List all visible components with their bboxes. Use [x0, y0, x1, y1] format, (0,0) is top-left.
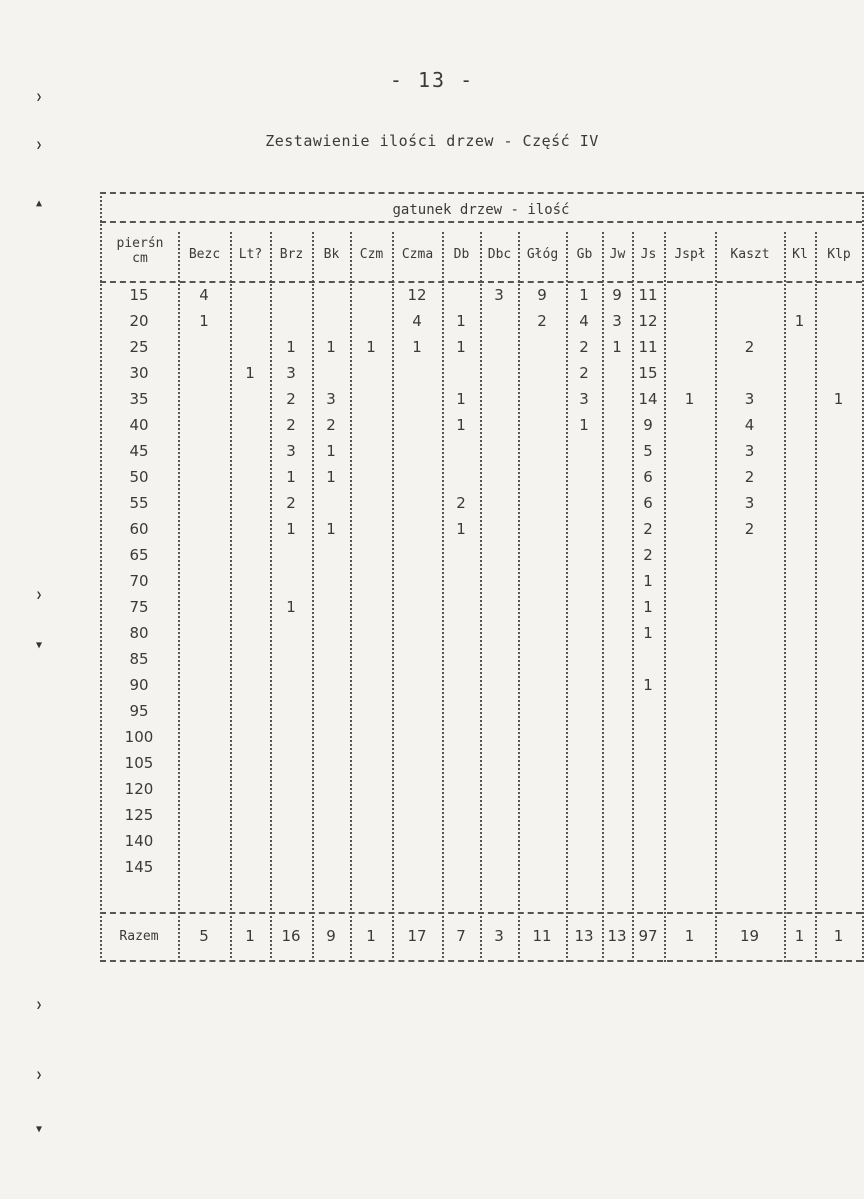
total-cell: 13 — [574, 927, 594, 945]
diameter-cell: 45 — [129, 442, 149, 460]
total-cell: 1 — [366, 927, 376, 945]
margin-mark: ❯ — [36, 590, 43, 601]
count-cell: 2 — [286, 416, 296, 434]
column-separator — [664, 232, 666, 962]
group-header: gatunek drzew - ilość — [392, 202, 570, 218]
total-cell: 3 — [494, 927, 504, 945]
count-cell: 9 — [612, 286, 622, 304]
total-cell: 1 — [684, 927, 695, 945]
count-cell: 1 — [245, 364, 255, 382]
count-cell: 11 — [638, 286, 658, 304]
count-cell: 3 — [744, 390, 755, 408]
diameter-cell: 100 — [124, 728, 154, 746]
count-cell: 1 — [833, 390, 844, 408]
count-cell: 15 — [638, 364, 658, 382]
diameter-cell: 125 — [124, 806, 154, 824]
total-cell: 97 — [638, 927, 658, 945]
species-header: Bezc — [188, 247, 221, 262]
count-cell: 4 — [412, 312, 422, 330]
diameter-cell: 25 — [129, 338, 149, 356]
total-cell: 16 — [281, 927, 301, 945]
count-cell: 1 — [456, 416, 466, 434]
margin-mark: ▲ — [36, 198, 43, 209]
count-cell: 2 — [643, 546, 653, 564]
count-cell: 1 — [326, 520, 336, 538]
count-cell: 2 — [744, 468, 755, 486]
diameter-cell: 15 — [129, 286, 149, 304]
count-cell: 3 — [286, 442, 296, 460]
total-cell: 17 — [407, 927, 427, 945]
species-header: Jspł — [674, 247, 706, 262]
margin-mark: ❯ — [36, 1000, 43, 1011]
species-header: Kaszt — [730, 247, 770, 262]
species-header: Klp — [827, 247, 851, 262]
margin-mark: ❯ — [36, 140, 43, 151]
count-cell: 2 — [286, 390, 296, 408]
count-cell: 12 — [407, 286, 427, 304]
margin-mark: ❯ — [36, 92, 43, 103]
diameter-cell: 70 — [129, 572, 149, 590]
count-cell: 1 — [456, 520, 466, 538]
diameter-cell: 35 — [129, 390, 149, 408]
species-header: Db — [453, 247, 470, 262]
count-cell: 2 — [579, 364, 589, 382]
total-cell: 7 — [456, 927, 466, 945]
count-cell: 3 — [494, 286, 504, 304]
diameter-header-line2: cm — [132, 251, 148, 266]
species-header: Gb — [576, 247, 593, 262]
count-cell: 1 — [794, 312, 805, 330]
count-cell: 5 — [643, 442, 653, 460]
count-cell: 2 — [326, 416, 336, 434]
margin-mark: ▼ — [36, 1124, 43, 1135]
count-cell: 1 — [286, 598, 296, 616]
count-cell: 6 — [643, 494, 653, 512]
diameter-cell: 30 — [129, 364, 149, 382]
count-cell: 1 — [643, 598, 653, 616]
count-cell: 3 — [286, 364, 296, 382]
diameter-cell: 40 — [129, 416, 149, 434]
count-cell: 1 — [612, 338, 622, 356]
margin-mark: ▼ — [36, 640, 43, 651]
count-cell: 14 — [638, 390, 658, 408]
diameter-cell: 120 — [124, 780, 154, 798]
count-cell: 1 — [643, 572, 653, 590]
count-cell: 1 — [412, 338, 422, 356]
count-cell: 2 — [579, 338, 589, 356]
document-title: Zestawienie ilości drzew - Część IV — [265, 132, 599, 150]
column-separator — [230, 232, 232, 962]
count-cell: 1 — [199, 312, 209, 330]
column-separator — [100, 192, 102, 962]
count-cell: 3 — [579, 390, 589, 408]
column-separator — [480, 232, 482, 962]
count-cell: 1 — [456, 312, 466, 330]
diameter-cell: 85 — [129, 650, 149, 668]
count-cell: 2 — [744, 520, 755, 538]
page-number: - 13 - — [389, 68, 475, 92]
count-cell: 1 — [643, 676, 653, 694]
diameter-cell: 65 — [129, 546, 149, 564]
count-cell: 9 — [537, 286, 547, 304]
table-rule — [100, 192, 862, 194]
count-cell: 2 — [456, 494, 466, 512]
column-separator — [784, 232, 786, 962]
total-cell: 19 — [739, 927, 760, 945]
diameter-header — [104, 236, 176, 266]
count-cell: 1 — [286, 520, 296, 538]
diameter-cell: 95 — [129, 702, 149, 720]
count-cell: 4 — [744, 416, 755, 434]
count-cell: 4 — [579, 312, 589, 330]
diameter-cell: 55 — [129, 494, 149, 512]
diameter-header-line1: pierśn — [116, 236, 164, 251]
count-cell: 12 — [638, 312, 658, 330]
total-cell: 5 — [199, 927, 209, 945]
column-separator — [178, 232, 180, 962]
count-cell: 3 — [612, 312, 622, 330]
species-header: Brz — [279, 247, 304, 262]
diameter-cell: 75 — [129, 598, 149, 616]
diameter-cell: 145 — [124, 858, 154, 876]
count-cell: 9 — [643, 416, 653, 434]
count-cell: 1 — [579, 286, 589, 304]
diameter-cell: 105 — [124, 754, 154, 772]
count-cell: 1 — [366, 338, 376, 356]
total-cell: 1 — [833, 927, 844, 945]
species-header: Bk — [323, 247, 340, 262]
count-cell: 1 — [684, 390, 695, 408]
count-cell: 3 — [744, 494, 755, 512]
count-cell: 4 — [199, 286, 209, 304]
species-header: Czm — [359, 247, 384, 262]
diameter-cell: 80 — [129, 624, 149, 642]
count-cell: 1 — [326, 442, 336, 460]
count-cell: 1 — [456, 390, 466, 408]
diameter-cell: 140 — [124, 832, 154, 850]
diameter-cell: 50 — [129, 468, 149, 486]
total-cell: 9 — [326, 927, 336, 945]
margin-mark: ❯ — [36, 1070, 43, 1081]
species-header: Dbc — [487, 247, 512, 262]
total-cell: 1 — [794, 927, 805, 945]
count-cell: 1 — [326, 468, 336, 486]
diameter-cell: 90 — [129, 676, 149, 694]
count-cell: 1 — [456, 338, 466, 356]
count-cell: 1 — [643, 624, 653, 642]
count-cell: 2 — [537, 312, 547, 330]
count-cell: 1 — [326, 338, 336, 356]
count-cell: 1 — [286, 338, 296, 356]
species-header: Lt? — [238, 247, 263, 262]
column-separator — [815, 232, 817, 962]
total-cell: 11 — [532, 927, 552, 945]
species-header: Czma — [401, 247, 434, 262]
total-cell: 1 — [245, 927, 255, 945]
count-cell: 2 — [643, 520, 653, 538]
count-cell: 6 — [643, 468, 653, 486]
table-rule — [100, 221, 862, 223]
species-header: Kl — [792, 247, 808, 262]
count-cell: 2 — [286, 494, 296, 512]
count-cell: 2 — [744, 338, 755, 356]
count-cell: 3 — [744, 442, 755, 460]
count-cell: 1 — [579, 416, 589, 434]
species-header: Js — [640, 247, 657, 262]
count-cell: 1 — [286, 468, 296, 486]
column-separator — [518, 232, 520, 962]
diameter-cell: 60 — [129, 520, 149, 538]
total-label: Razem — [119, 929, 159, 944]
species-header: Głóg — [526, 247, 559, 262]
species-header: Jw — [609, 247, 626, 262]
diameter-cell: 20 — [129, 312, 149, 330]
count-cell: 11 — [638, 338, 658, 356]
total-cell: 13 — [607, 927, 627, 945]
count-cell: 3 — [326, 390, 336, 408]
